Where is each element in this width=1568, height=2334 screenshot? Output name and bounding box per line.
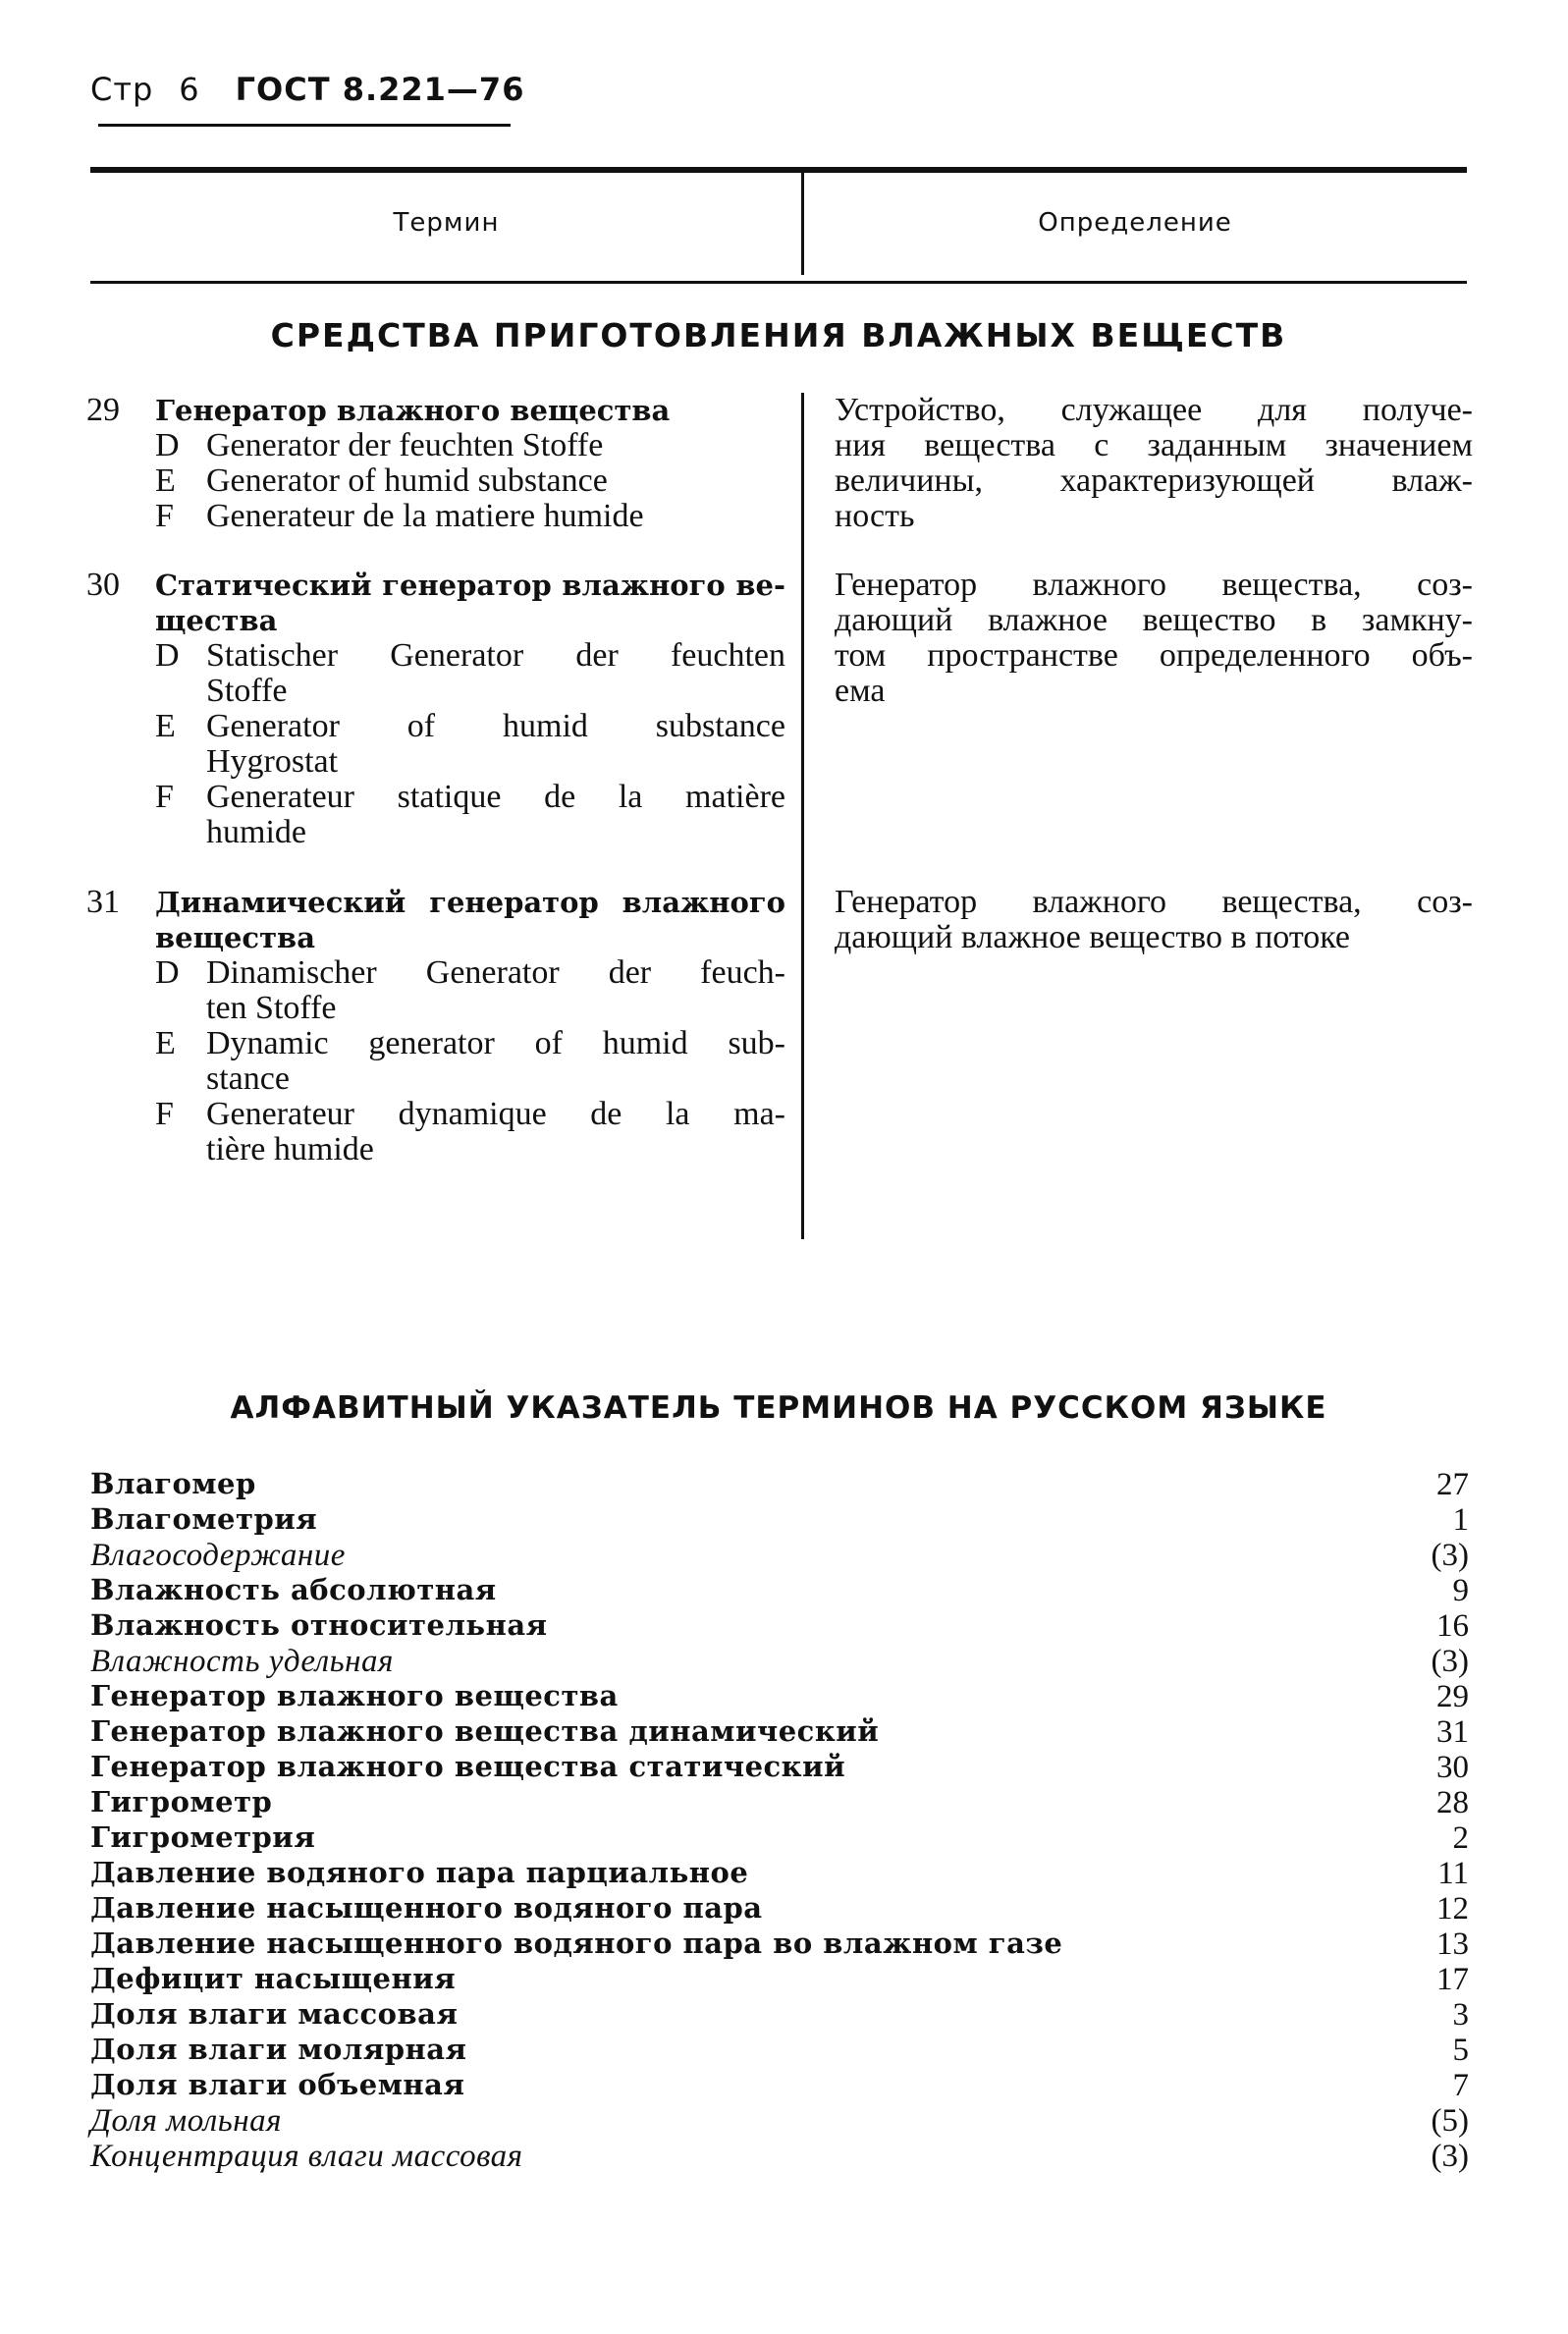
definition-line: ность (835, 498, 915, 534)
index-term: Влагомер (90, 1467, 256, 1500)
index-row (90, 1679, 1469, 1714)
index-term: Дефицит насыщения (90, 1962, 457, 1995)
language-code: F (155, 1096, 174, 1132)
page-number: 6 (179, 71, 200, 108)
index-row (90, 2033, 1469, 2068)
translation-text-cont: tière humide (206, 1131, 374, 1167)
index-term-nonpreferred: Влагосодержание (90, 1538, 346, 1573)
index-list (90, 1467, 1469, 2174)
index-row (90, 1997, 1469, 2033)
index-term: Влажность абсолютная (90, 1573, 497, 1606)
index-row (90, 1538, 1469, 1573)
index-ref: 17 (1436, 1962, 1469, 1997)
translation-text: Generateur dynamique de la ma- (206, 1096, 785, 1132)
index-term: Давление насыщенного водяного пара (90, 1891, 763, 1925)
index-ref: (5) (1431, 2103, 1469, 2139)
translation-text: Generateur statique de la matière (206, 779, 785, 815)
column-header-definition: Определение (1038, 208, 1232, 238)
translation-text-cont: Stoffe (206, 673, 288, 709)
index-ref: 11 (1437, 1856, 1469, 1891)
translation-en (155, 463, 785, 499)
index-term-nonpreferred: Доля мольная (90, 2103, 283, 2139)
index-term: Влажность относительная (90, 1608, 548, 1642)
header-rule (98, 124, 511, 127)
translation-text-cont: stance (206, 1060, 290, 1097)
index-row (90, 1785, 1469, 1820)
index-row (90, 1820, 1469, 1856)
definition-line: Устройство, служащее для получе- (835, 392, 1473, 428)
index-ref: 28 (1436, 1785, 1469, 1820)
definition-line: Генератор влажного вещества, соз- (835, 567, 1473, 603)
language-code: F (155, 498, 174, 534)
language-code: D (155, 637, 180, 674)
definition-line: ния вещества с заданным значением (835, 427, 1473, 463)
index-term: Доля влаги объемная (90, 2068, 465, 2101)
definition-31 (835, 885, 1473, 955)
index-row (90, 1750, 1469, 1785)
definition-line: ема (835, 673, 886, 709)
translation-en (155, 709, 785, 780)
translation-text-cont: ten Stoffe (206, 990, 337, 1026)
definition-29 (835, 393, 1473, 534)
term-entry-31 (86, 885, 785, 1167)
language-code: E (155, 1025, 176, 1061)
term-title: Динамический генератор влажного (155, 886, 785, 919)
translation-fr (155, 1097, 785, 1167)
language-code: E (155, 462, 176, 499)
column-header-term: Термин (393, 208, 500, 238)
index-ref: (3) (1431, 1644, 1469, 1679)
translation-text-cont: Hygrostat (206, 743, 339, 780)
index-row (90, 1962, 1469, 1997)
translation-text: Generator der feuchten Stoffe (206, 427, 604, 463)
term-title: Генератор влажного вещества (155, 394, 671, 427)
index-row (90, 1644, 1469, 1679)
language-code: E (155, 708, 176, 744)
translation-en (155, 1026, 785, 1097)
translation-de (155, 955, 785, 1026)
index-row (90, 1891, 1469, 1927)
index-ref: 12 (1436, 1891, 1469, 1927)
index-term: Доля влаги массовая (90, 1997, 459, 2031)
definition-line: величины, характеризующей влаж- (835, 462, 1473, 499)
language-code: D (155, 427, 180, 463)
index-term-nonpreferred: Влажность удельная (90, 1644, 394, 1679)
index-ref: 3 (1452, 1997, 1469, 2033)
index-ref: (3) (1431, 2139, 1469, 2174)
index-ref: 16 (1436, 1608, 1469, 1644)
index-term: Гигрометрия (90, 1820, 316, 1854)
table-top-rule (90, 167, 1467, 173)
index-term: Гигрометр (90, 1785, 273, 1818)
index-term-nonpreferred: Концентрация влаги массовая (90, 2139, 523, 2174)
definition-line: дающий влажное вещество в потоке (835, 919, 1351, 955)
index-ref: 27 (1436, 1467, 1469, 1502)
running-header (90, 71, 524, 108)
table-header-rule (90, 281, 1467, 284)
index-row (90, 1573, 1469, 1608)
index-ref: 31 (1436, 1714, 1469, 1750)
standard-designation: ГОСТ 8.221—76 (235, 71, 525, 108)
index-ref: 1 (1452, 1502, 1469, 1538)
term-title: Статический генератор влажного ве- (155, 569, 785, 602)
term-number: 31 (86, 884, 120, 920)
index-ref: 5 (1452, 2033, 1469, 2068)
section-title: СРЕДСТВА ПРИГОТОВЛЕНИЯ ВЛАЖНЫХ ВЕЩЕСТВ (270, 316, 1287, 354)
translation-text: Dynamic generator of humid sub- (206, 1025, 785, 1061)
term-title-cont: вещества (155, 921, 315, 954)
index-term: Влагометрия (90, 1502, 318, 1536)
translation-de (155, 638, 785, 709)
index-ref: 9 (1452, 1573, 1469, 1608)
term-number: 29 (86, 392, 120, 428)
language-code: F (155, 779, 174, 815)
index-row (90, 1608, 1469, 1644)
term-title-cont: щества (155, 604, 278, 637)
translation-fr (155, 780, 785, 850)
term-entry-29 (86, 393, 785, 534)
index-term: Доля влаги молярная (90, 2033, 467, 2066)
translation-text: Generateur de la matiere humide (206, 498, 644, 534)
index-row (90, 1927, 1469, 1962)
page-label: Стр (90, 71, 154, 108)
definition-line: Генератор влажного вещества, соз- (835, 884, 1473, 920)
index-ref: (3) (1431, 1538, 1469, 1573)
index-term: Генератор влажного вещества (90, 1679, 619, 1712)
index-ref: 13 (1436, 1927, 1469, 1962)
definition-line: дающий влажное вещество в замкну- (835, 602, 1473, 638)
language-code: D (155, 954, 180, 991)
index-row (90, 2103, 1469, 2139)
index-row (90, 2068, 1469, 2103)
translation-de (155, 428, 785, 463)
definition-line: том пространстве определенного объ- (835, 637, 1473, 674)
index-row (90, 1856, 1469, 1891)
translation-text-cont: humide (206, 814, 306, 850)
index-term: Давление насыщенного водяного пара во влажном газе (90, 1927, 1063, 1960)
index-term: Генератор влажного вещества динамический (90, 1714, 880, 1748)
index-title: АЛФАВИТНЫЙ УКАЗАТЕЛЬ ТЕРМИНОВ НА РУССКОМ ЯЗЫКЕ (230, 1390, 1327, 1426)
index-ref: 7 (1452, 2068, 1469, 2103)
column-divider (801, 393, 804, 1239)
index-row (90, 1467, 1469, 1502)
index-ref: 29 (1436, 1679, 1469, 1714)
translation-text: Dinamischer Generator der feuch- (206, 954, 785, 991)
translation-text: Statischer Generator der feuchten (206, 637, 785, 674)
translation-fr (155, 499, 785, 534)
term-entry-30 (86, 568, 785, 850)
term-number: 30 (86, 567, 120, 603)
translation-text: Generator of humid substance (206, 462, 608, 499)
index-row (90, 1714, 1469, 1750)
index-ref: 30 (1436, 1750, 1469, 1785)
index-row (90, 2139, 1469, 2174)
index-term: Генератор влажного вещества статический (90, 1750, 846, 1783)
index-row (90, 1502, 1469, 1538)
index-term: Давление водяного пара парциальное (90, 1856, 749, 1889)
translation-text: Generator of humid substance (206, 708, 785, 744)
index-ref: 2 (1452, 1820, 1469, 1856)
definition-30 (835, 568, 1473, 709)
